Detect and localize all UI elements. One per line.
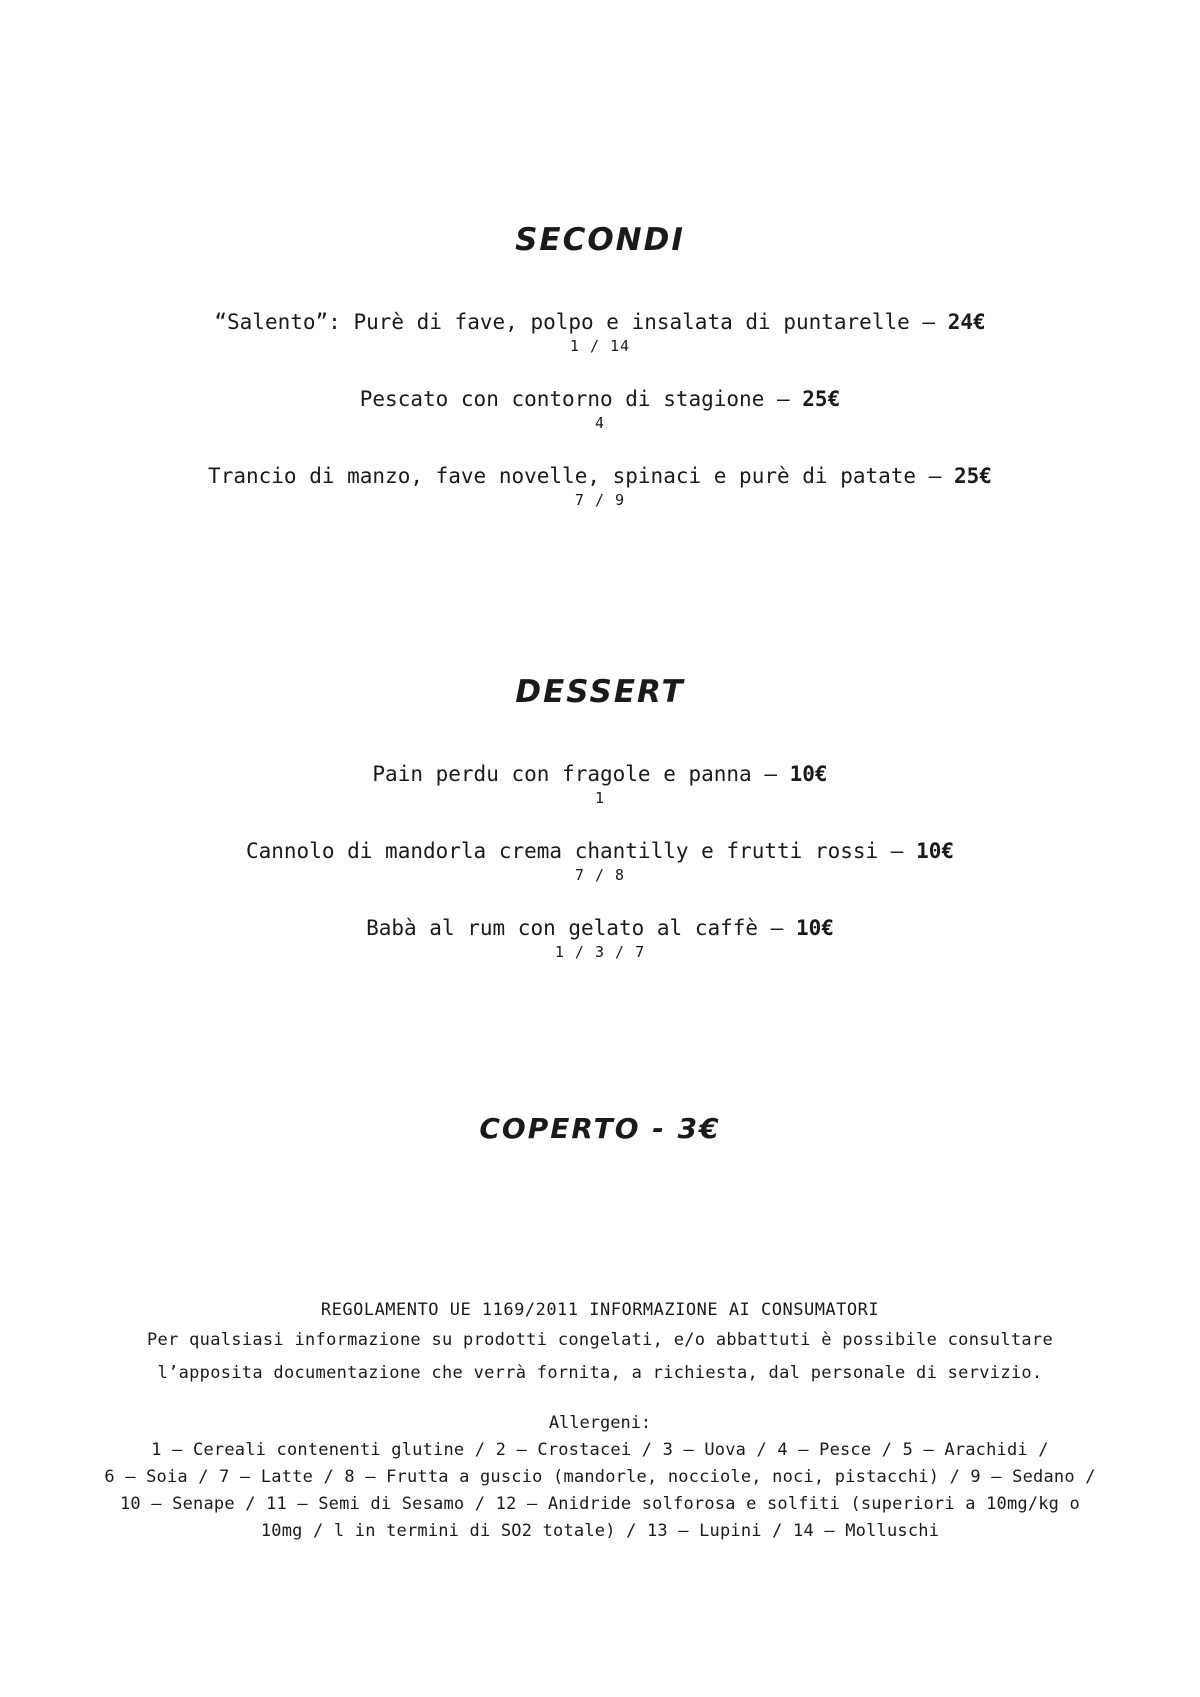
menu-item bbox=[0, 308, 1200, 356]
legal-info-line: l’apposita documentazione che verrà fornita, a richiesta, dal personale di servizio. bbox=[157, 1363, 1043, 1383]
menu-item-separator: – bbox=[758, 916, 796, 940]
section-title-coperto: COPERTO - 3€ bbox=[479, 1112, 721, 1145]
menu-item-line bbox=[0, 462, 1200, 490]
menu-item-line bbox=[0, 914, 1200, 942]
allergens-list-line: 10mg / l in termini di SO2 totale) / 13 – Lupini / 14 – Molluschi bbox=[260, 1521, 940, 1541]
menu-item-price: 24€ bbox=[947, 310, 986, 334]
legal-title: REGOLAMENTO UE 1169/2011 INFORMAZIONE AI CONSUMATORI bbox=[320, 1300, 880, 1320]
legal-info-line: Per qualsiasi informazione su prodotti congelati, e/o abbattuti è possibile consultare bbox=[147, 1330, 1053, 1350]
legal-footer bbox=[0, 1296, 1200, 1545]
menu-item-allergens: 1 / 3 / 7 bbox=[554, 943, 646, 961]
menu-item-allergens: 7 / 8 bbox=[574, 866, 626, 884]
menu-item-line bbox=[0, 308, 1200, 336]
menu-item-separator: – bbox=[764, 387, 803, 411]
menu-item-allergens: 1 bbox=[594, 789, 606, 807]
menu-item bbox=[0, 760, 1200, 808]
menu-item bbox=[0, 462, 1200, 510]
menu-item-allergens: 7 / 9 bbox=[574, 491, 626, 509]
section-title-dessert: DESSERT bbox=[515, 674, 685, 710]
menu-item-price: 10€ bbox=[916, 839, 955, 863]
menu-item-name: “Salento”: Purè di fave, polpo e insalata di puntarelle bbox=[214, 310, 910, 334]
menu-item-name: Trancio di manzo, fave novelle, spinaci e purè di patate bbox=[208, 464, 917, 488]
menu-item-price: 10€ bbox=[789, 762, 828, 786]
menu-item-name: Cannolo di mandorla crema chantilly e frutti rossi bbox=[245, 839, 879, 863]
menu-item-line bbox=[0, 385, 1200, 413]
menu-item-line bbox=[0, 760, 1200, 788]
allergens-list-line: 10 – Senape / 11 – Semi di Sesamo / 12 – Anidride solforosa e solfiti (superiori a 10mg/kg o bbox=[119, 1494, 1080, 1514]
menu-item bbox=[0, 385, 1200, 433]
menu-item bbox=[0, 837, 1200, 885]
menu-item-line bbox=[0, 837, 1200, 865]
allergens-list-line: 6 – Soia / 7 – Latte / 8 – Frutta a guscio (mandorle, nocciole, noci, pistacchi) / 9 – Sedano / bbox=[104, 1467, 1096, 1487]
menu-item-separator: – bbox=[878, 839, 917, 863]
section-title-secondi: SECONDI bbox=[515, 222, 685, 258]
menu-item-name: Pescato con contorno di stagione bbox=[359, 387, 765, 411]
menu-item-allergens: 4 bbox=[594, 414, 606, 432]
menu-item-price: 25€ bbox=[954, 464, 992, 488]
allergens-heading: Allergeni: bbox=[548, 1413, 652, 1433]
menu-item-separator: – bbox=[751, 762, 790, 786]
menu-item-price: 10€ bbox=[795, 916, 834, 940]
menu-item-price: 25€ bbox=[802, 387, 841, 411]
menu-item-name: Babà al rum con gelato al caffè bbox=[366, 916, 759, 940]
allergens-list-line: 1 – Cereali contenenti glutine / 2 – Crostacei / 3 – Uova / 4 – Pesce / 5 – Arachidi / bbox=[151, 1440, 1049, 1460]
menu-item bbox=[0, 914, 1200, 962]
menu-item-allergens: 1 / 14 bbox=[569, 337, 631, 355]
menu-item-separator: – bbox=[909, 310, 948, 334]
menu-item-name: Pain perdu con fragole e panna bbox=[372, 762, 752, 786]
menu-item-separator: – bbox=[916, 464, 954, 488]
